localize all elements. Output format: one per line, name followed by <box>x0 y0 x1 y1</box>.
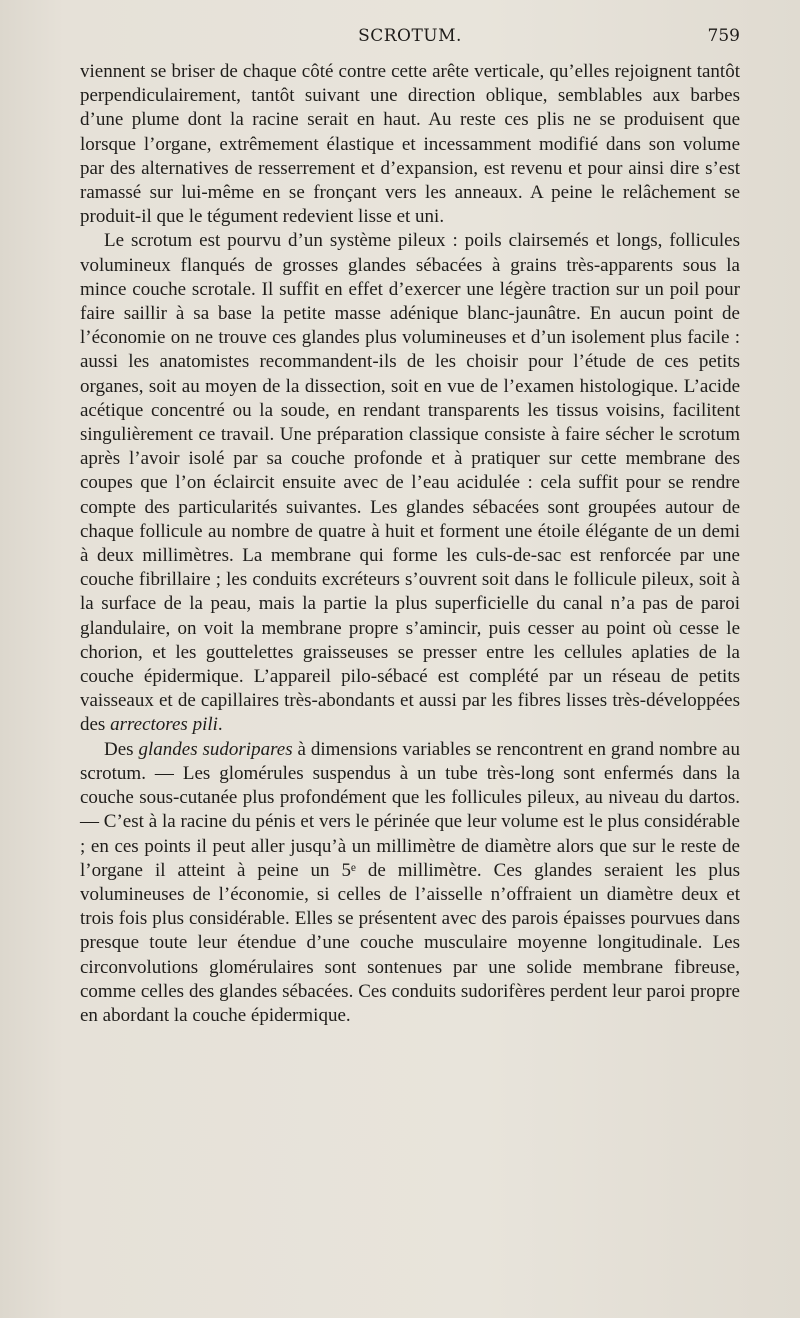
body-text <box>80 60 740 1028</box>
paragraph-text: Le scrotum est pourvu d’un système pileux : poils clairsemés et longs, follicules volumineux flanqués de grosses glandes sébacées à grains très-apparents sous la mince couche scrotale. Il suffit en effet d’exercer une légère traction sur un poil pour faire saillir à sa base la petite masse adénique blanc-jaunâtre. En aucun point de l’économie on ne trouve ces glandes plus volumineuses et d’un isolement plus facile : aussi les anatomistes recommandent-ils de les choisir pour l’étude de ces petits organes, soit au moyen de la dissection, soit en vue de l’examen histologique. L’acide acétique concentré ou la soude, en rendant transparents les tissus voisins, facilitent singulièrement ce travail. Une préparation classique consiste à faire sécher le scrotum après l’avoir isolé par sa couche profonde et à pratiquer sur cette membrane des coupes que l’on éclaircit ensuite avec de l’eau acidulée : cela suffit pour se rendre compte des particularités suivantes. Les glandes sébacées sont groupées autour de chaque follicule au nombre de quatre à huit et forment une étoile élégante de un demi à deux millimètres. La membrane qui forme les culs-de-sac est renforcée par une couche fibrillaire ; les conduits excréteurs s’ouvrent soit dans le follicule pileux, soit à la surface de la peau, mais la partie la plus superficielle du canal n’a pas de paroi glandulaire, on voit la membrane propre s’amincir, puis cesser au point où cesse le chorion, et les gouttelettes graisseuses se presser entre les cellules aplaties de la couche épidermique. L’appareil pilo-sébacé est complété par un réseau de petits vaisseaux et de capillaires très-abondants et aussi par les fibres lisses très-développées des <box>80 230 740 736</box>
paragraph-text: . <box>217 714 223 736</box>
paragraph-sweat-glands <box>80 738 740 1028</box>
page-header <box>80 26 740 58</box>
paragraph-pilous-system <box>80 229 740 737</box>
running-title: SCROTUM. <box>358 26 462 46</box>
paragraph-text: à dimensions variables se rencontrent en grand nombre au scrotum. — Les glomérules suspendus à un tube très-long sont enfermés dans la couche sous-cutanée plus profondément que les follicules pileux, au niveau du dartos. — C’est à la racine du pénis et vers le périnée que leur volume est le plus considérable ; en ces points il peut aller jusqu’à un millimètre de diamètre alors que sur le reste de l’organe il atteint à peine un 5ᵉ de millimètre. Ces glandes seraient les plus volumineuses de l’économie, si celles de l’aisselle n’offraient un diamètre deux et trois fois plus considérable. Elles se présentent avec des parois épaisses pourvues dans presque toute leur étendue d’une couche musculaire moyenne longitudinale. Les circonvolutions glomérulaires sont sontenues par une solide membrane fibreuse, comme celles des glandes sébacées. Ces conduits sudorifères perdent leur paroi propre en abordant la couche épidermique. <box>80 738 740 1026</box>
italic-term: glandes sudoripares <box>138 738 293 760</box>
paragraph-continuation <box>80 60 740 229</box>
latin-term: arrectores pili <box>110 714 218 736</box>
page-number: 759 <box>707 26 740 46</box>
paragraph-text: Des <box>104 738 139 760</box>
paragraph-text: viennent se briser de chaque côté contre cette arête verticale, qu’elles rejoignent tantôt perpendiculairement, tantôt suivant une direction oblique, semblables aux barbes d’une plume dont la racine serait en haut. Au reste ces plis ne se produisent que lorsque l’organe, extrêmement élastique et incessamment modifié dans son volume par des alternatives de resserrement et d’expansion, est revenu et pour ainsi dire s’est ramassé sur lui-même en se fronçant vers les anneaux. A peine le relâchement se produit-il que le tégument redevient lisse et uni. <box>80 61 740 228</box>
